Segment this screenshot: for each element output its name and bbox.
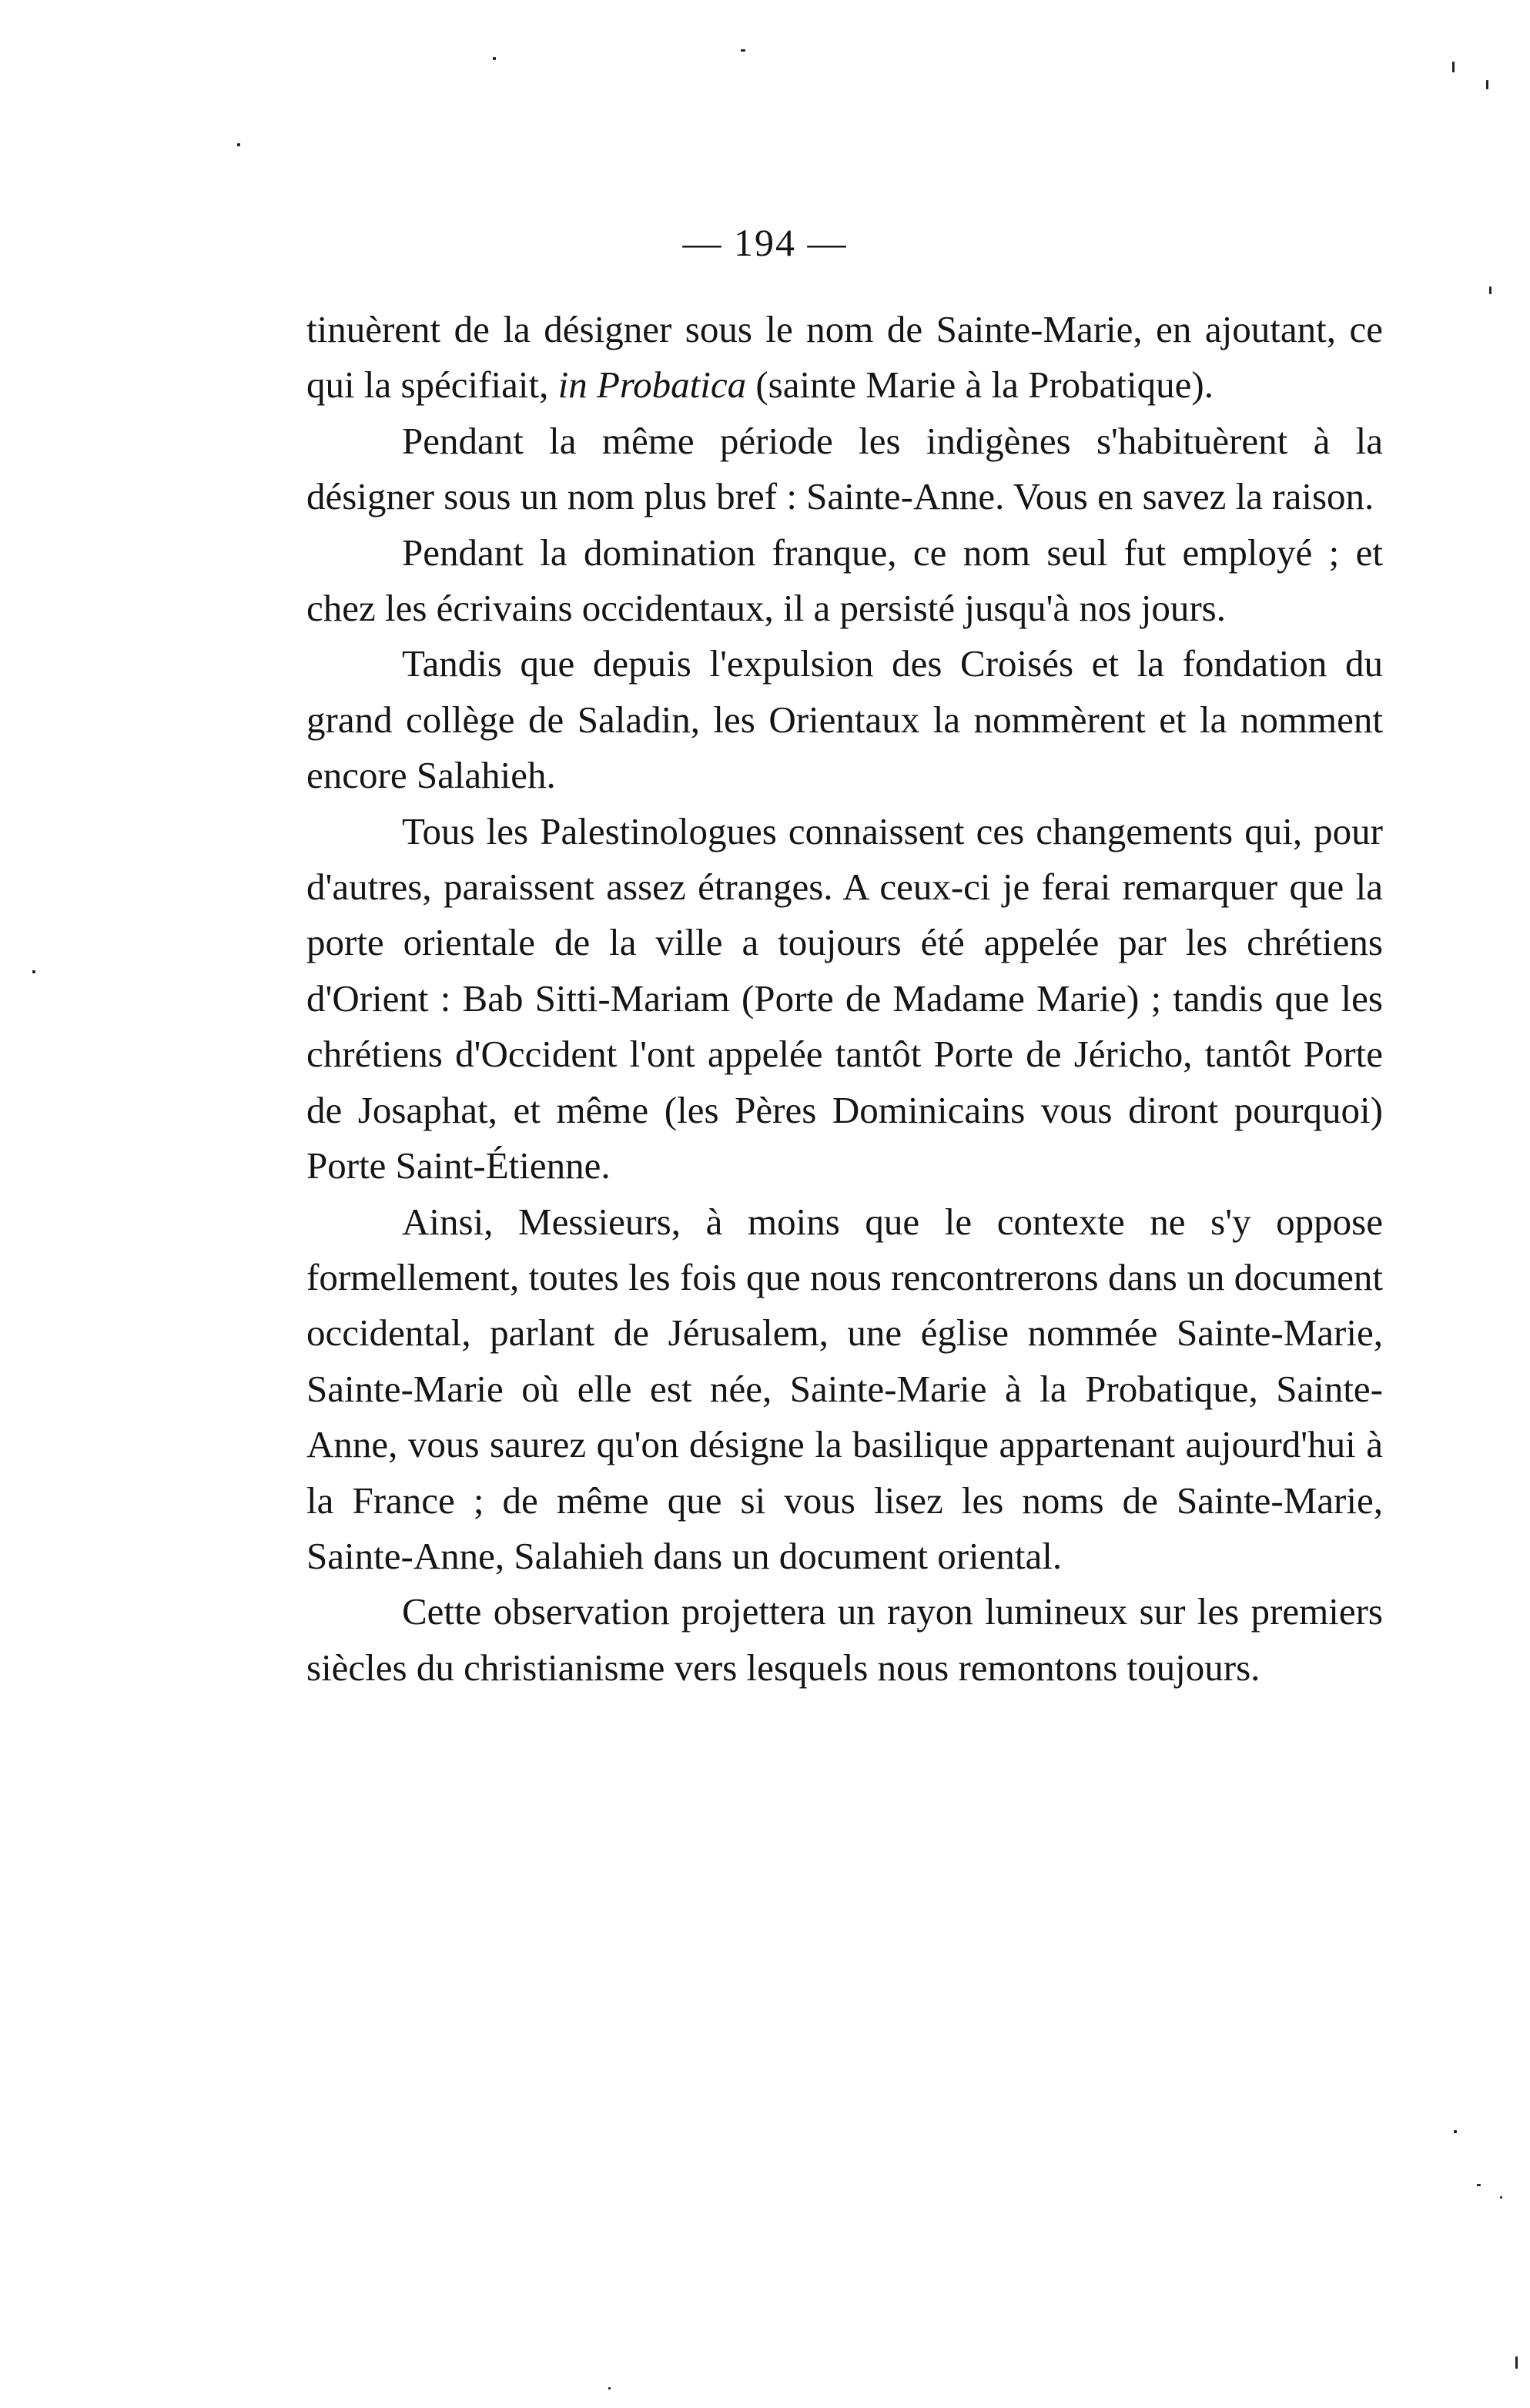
page-number: — 194 — (682, 221, 848, 264)
paragraph-1-start: tinuèrent de la désigner sous le nom de Sainte-Marie, en ajoutant, ce qui la spécifiait, (306, 308, 1383, 407)
scan-speck (1477, 2184, 1481, 2186)
paragraph-6: Ainsi, Messieurs, à moins que le contexte ne s'y oppose formellement, toutes les fois que nous rencontrerons dans un document occidental, parlant de Jérusalem, une église nommée Sainte-Marie, Sainte-Marie où elle est née, Sainte-Marie à la Probatique, Sainte-Anne, vous saurez qu'on désigne la basilique appartenant aujourd'hui à la France ; de même que si vous lisez les noms de Sainte-Marie, Sainte-Anne, Salahieh dans un document oriental. (306, 1200, 1383, 1577)
paragraph-1 (306, 302, 1383, 414)
scan-speck (1489, 286, 1491, 294)
scan-speck (1500, 2196, 1502, 2199)
scan-speck (741, 49, 745, 52)
paragraph-7: Cette observation projettera un rayon lumineux sur les premiers siècles du christianisme vers lesquels nous remontons toujours. (306, 1590, 1383, 1689)
scan-speck (1486, 80, 1488, 89)
latin-term: in Probatica (557, 363, 747, 407)
paragraph-2: Pendant la même période les indigènes s'habituèrent à la désigner sous un nom plus bref : Sainte-Anne. Vous en savez la raison. (306, 419, 1383, 518)
body-text (306, 302, 1383, 1696)
scan-speck (1454, 2130, 1457, 2133)
scan-speck (1515, 2356, 1518, 2369)
scan-speck (608, 2387, 611, 2390)
scan-speck (237, 143, 240, 146)
scan-speck (32, 970, 35, 973)
paragraph-1-end: (sainte Marie à la Probatique). (746, 363, 1214, 407)
paragraph-5: Tous les Palestinologues connaissent ces changements qui, pour d'autres, paraissent assez étranges. A ceux-ci je ferai remarquer que la porte orientale de la ville a toujours été appelée par les chrétiens d'Orient : Bab Sitti-Mariam (Porte de Madame Marie) ; tandis que les chrétiens d'Occident l'ont appelée tantôt Porte de Jéricho, tantôt Porte de Josaphat, et même (les Pères Dominicains vous diront pourquoi) Porte Saint-Étienne. (306, 809, 1383, 1187)
scan-speck (493, 57, 496, 60)
scan-speck (1452, 62, 1455, 72)
paragraph-4: Tandis que depuis l'expulsion des Croisés et la fondation du grand collège de Saladin, les Orientaux la nommèrent et la nomment encore Salahieh. (306, 642, 1383, 797)
paragraph-3: Pendant la domination franque, ce nom seul fut employé ; et chez les écrivains occidentaux, il a persisté jusqu'à nos jours. (306, 531, 1383, 630)
